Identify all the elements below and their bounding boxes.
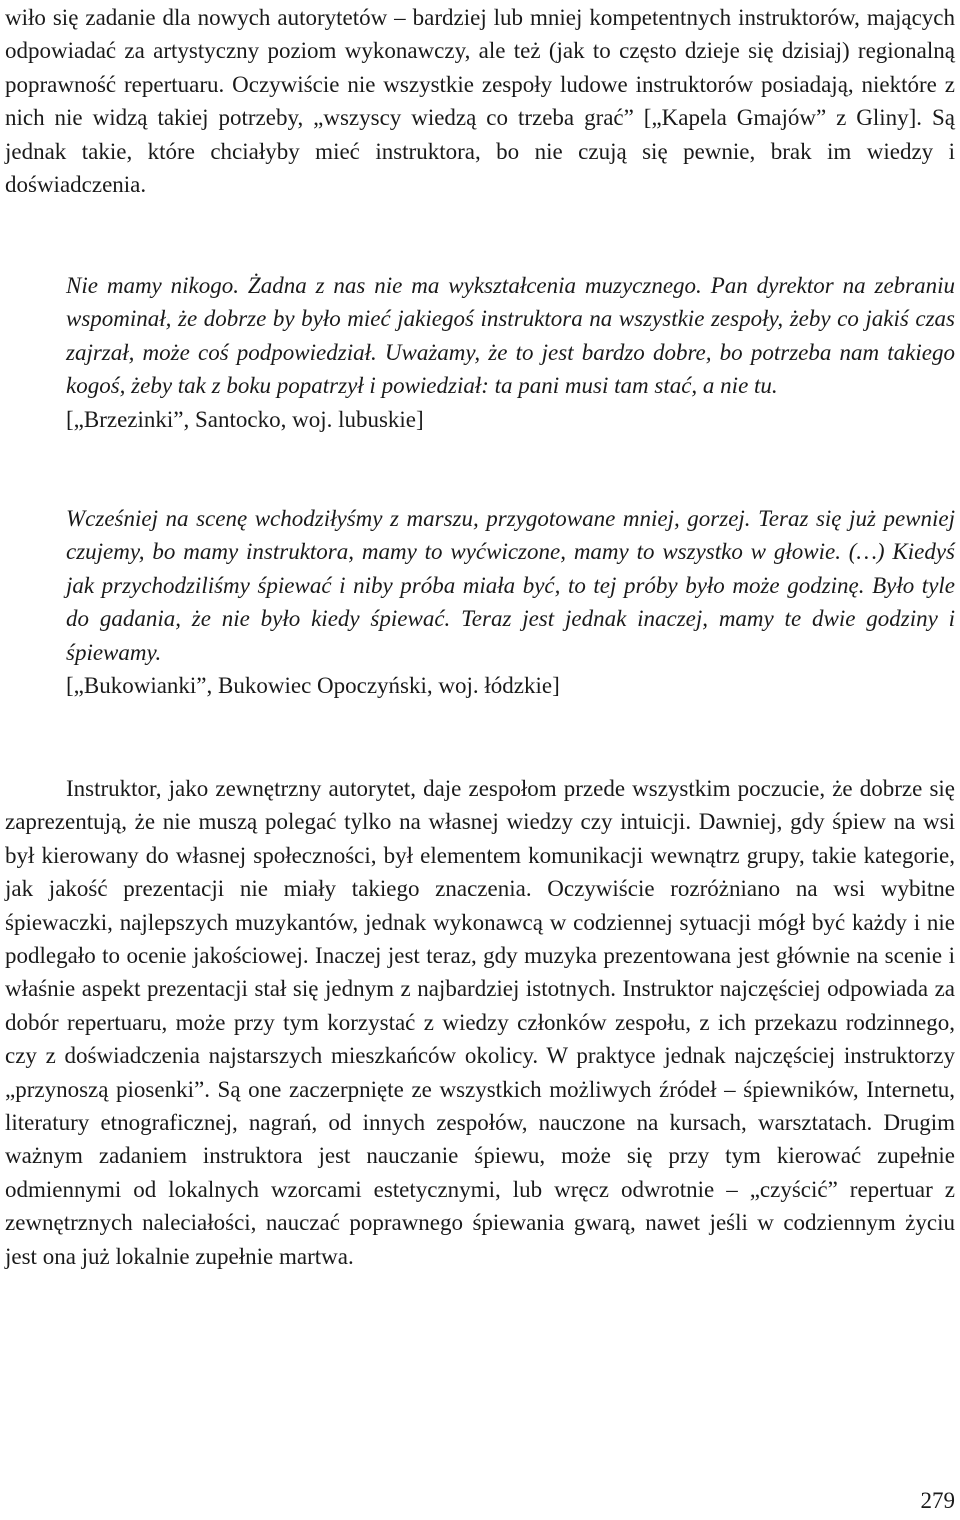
page-number: 279	[920, 1488, 955, 1513]
document-page	[5, 0, 955, 1520]
quote-text: Nie mamy nikogo. Żadna z nas nie ma wykształcenia muzycznego. Pan dyrektor na zebraniu wspominał, że dobrze by było mieć jakiegoś instruktora na wszystkie zespoły, żeby co jakiś czas zajrzał, może coś podpowiedział. Uważamy, że to jest bardzo dobre, bo potrzeba nam takiego kogoś, żeby tak z boku popatrzył i powiedział: ta pani musi tam stać, a nie tu.	[66, 273, 955, 399]
quote-source: [„Bukowianki”, Bukowiec Opoczyński, woj. łódzkie]	[66, 673, 560, 699]
paragraph-instructor-role: Instruktor, jako zewnętrzny autorytet, daje zespołom przede wszystkim poczucie, że dobrze się zaprezentują, że nie muszą polegać tylko na własnej wiedzy czy intuicji. Dawniej, gdy śpiew na wsi był kierowany do własnej społeczności, był elementem komunikacji wewnątrz grupy, takie kategorie, jak jakość prezentacji nie miały takiego znaczenia. Oczywiście rozróżniano na wsi wybitne śpiewaczki, najlepszych muzykantów, jednak wykonawcą w codziennej sytuacji mógł być każdy i nie podlegało to ocenie jakościowej. Inaczej jest teraz, gdy muzyka prezentowana jest głównie na scenie i właśnie aspekt prezentacji stał się jednym z najbardziej istotnych. Instruktor najczęściej odpowiada za dobór repertuaru, może przy tym korzystać z wiedzy członków zespołu, z ich przekazu rodzinnego, czy z doświadczenia najstarszych mieszkańców okolicy. W praktyce jednak najczęściej instruktorzy „przynoszą piosenki”. Są one zaczerpnięte ze wszystkich możliwych źródeł – śpiewników, Internetu, literatury etnograficznej, nagrań, od innych zespołów, nauczone na kursach, warsztatach. Drugim ważnym zadaniem instruktora jest nauczanie śpiewu, może się przy tym kierować zupełnie odmiennymi od lokalnych wzorcami estetycznymi, lub wręcz odwrotnie – „czyścić” repertuar z zewnętrznych naleciałości, nauczać poprawnego śpiewania gwarą, nawet jeśli w codziennym życiu jest ona już lokalnie zupełnie martwa.	[5, 776, 955, 1269]
quote-text: Wcześniej na scenę wchodziłyśmy z marszu, przygotowane mniej, gorzej. Teraz się już pewniej czujemy, bo mamy instruktora, mamy to wyćwiczone, mamy to wszystko w głowie. (…) Kiedyś jak przychodziliśmy śpiewać i niby próba miała być, to tej próby było może godzinę. Było tyle do gadania, że nie było kiedy śpiewać. Teraz jest jednak inaczej, mamy te dwie godziny i śpiewamy.	[66, 506, 955, 665]
interview-quote-brzezinki	[66, 269, 955, 436]
paragraph-intro: wiło się zadanie dla nowych autorytetów – bardziej lub mniej kompetentnych instruktorów, mających odpowiadać za artystyczny poziom wykonawczy, ale też (jak to często dzieje się dzisiaj) regionalną poprawność repertuaru. Oczywiście nie wszystkie zespoły ludowe instruktorów posiadają, niektóre z nich nie widzą takiej potrzeby, „wszyscy wiedzą co trzeba grać” [„Kapela Gmajów” z Gliny]. Są jednak takie, które chciałyby mieć instruktora, bo nie czują się pewnie, brak im wiedzy i doświadczenia.	[5, 5, 955, 198]
quote-source: [„Brzezinki”, Santocko, woj. lubuskie]	[66, 406, 424, 432]
interview-quote-bukowianki	[66, 502, 955, 702]
